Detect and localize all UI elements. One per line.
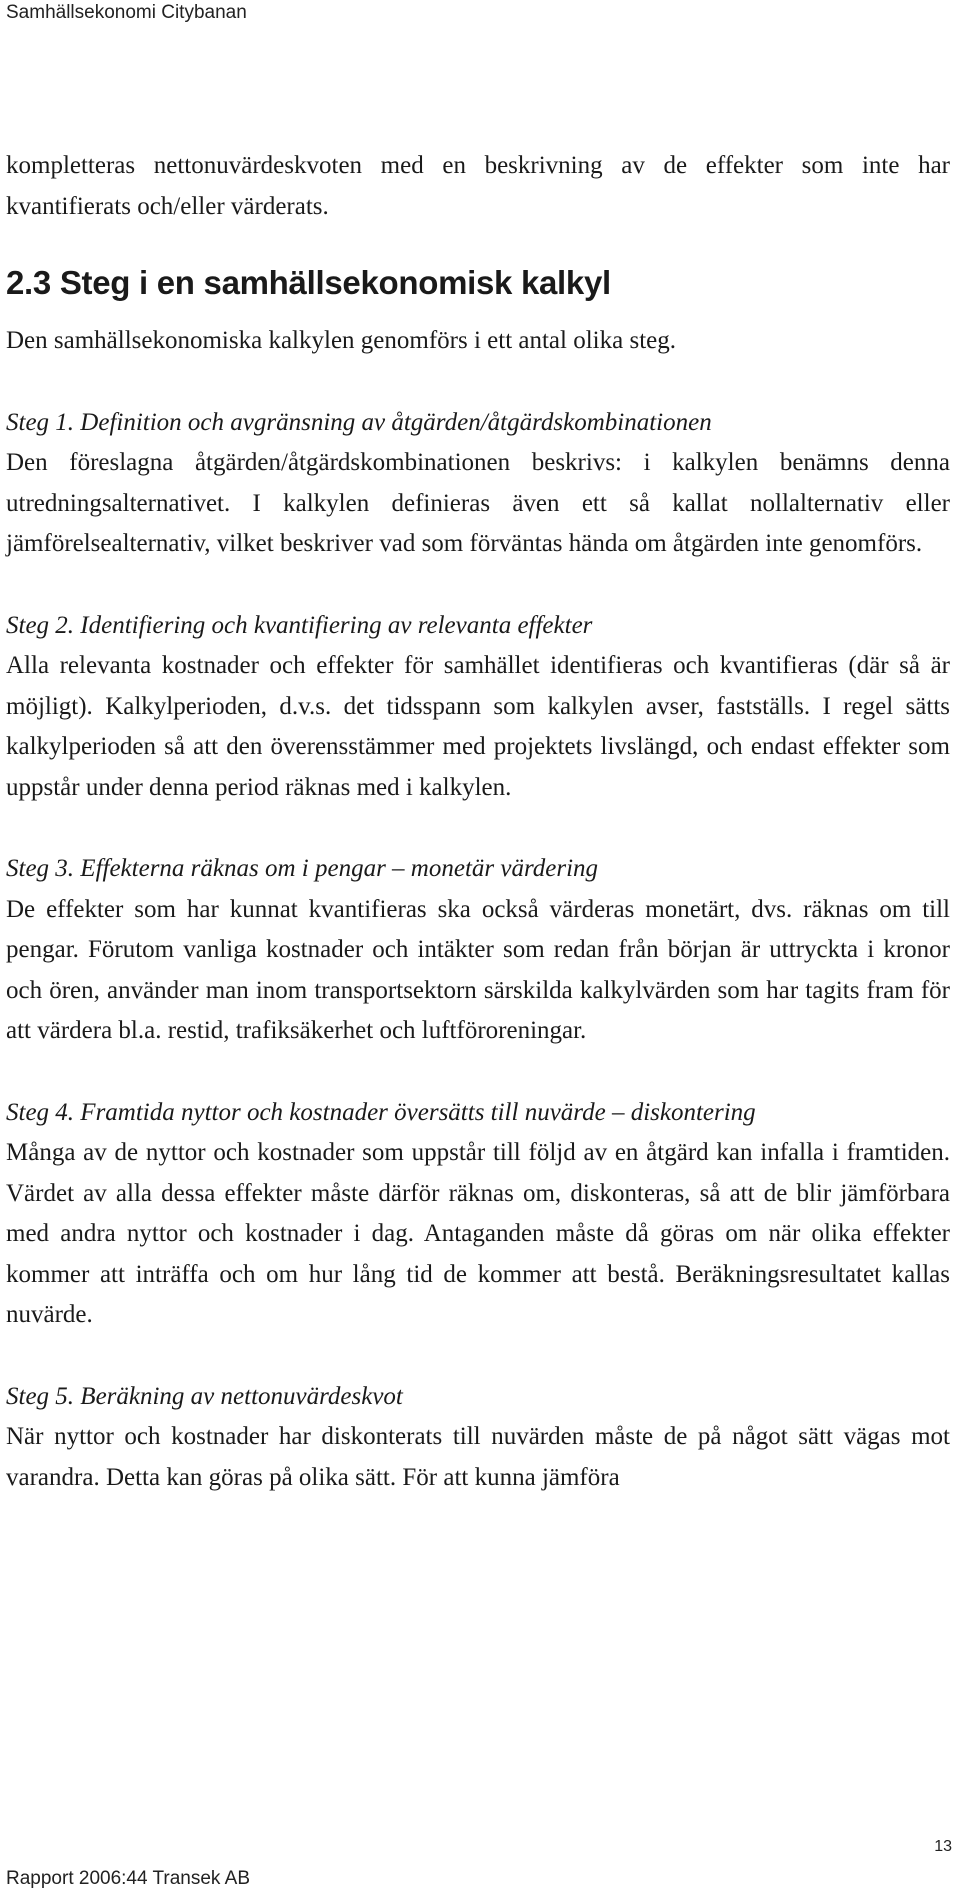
- spacer: [6, 808, 950, 849]
- spacer: [6, 303, 950, 321]
- spacer: [6, 227, 950, 263]
- intro-paragraph: kompletteras nettonuvärdeskvoten med en beskrivning av de effekter som inte har kvantifierats och/eller värderats.: [6, 152, 950, 220]
- step-4-text: Många av de nyttor och kostnader som uppstår till följd av en åtgärd kan infalla i framtiden. Värdet av alla dessa effekter måste därför räknas om, diskonteras, så att de blir jämförbara med andra nyttor och kostnader i dag. Antaganden måste då göras om när olika effekter kommer att inträffa och om hur lång tid de kommer att bestå. Beräkningsresultatet kallas nuvärde.: [6, 1139, 950, 1328]
- step-1-text: Den föreslagna åtgärden/åtgärdskombinationen beskrivs: i kalkylen benämns denna utredningsalternativet. I kalkylen definieras även ett så kallat nollalternativ eller jämförelsealternativ, vilket beskriver vad som förväntas hända om åtgärden inte genomförs.: [6, 449, 950, 557]
- step-5-heading: Steg 5. Beräkning av nettonuvärdeskvot: [6, 1382, 403, 1410]
- page-number: 13: [934, 1838, 952, 1855]
- step-5-text: När nyttor och kostnader har diskonterats till nuvärden måste de på något sätt vägas mot varandra. Detta kan göras på olika sätt. För att kunna jämföra: [6, 1423, 950, 1491]
- step-4-heading: Steg 4. Framtida nyttor och kostnader översätts till nuvärde – diskontering: [6, 1098, 756, 1126]
- step-3-text: De effekter som har kunnat kvantifieras ska också värderas monetärt, dvs. räknas om till pengar. Förutom vanliga kostnader och intäkter som redan från början är uttryckta i kronor och ören, använder man inom transportsektorn särskilda kalkylvärden som har tagits fram för att värdera bl.a. restid, trafiksäkerhet och luftföroreningar.: [6, 895, 950, 1044]
- spacer: [6, 362, 950, 403]
- step-1-heading: Steg 1. Definition och avgränsning av åtgärden/åtgärdskombinationen: [6, 408, 712, 436]
- spacer: [6, 565, 950, 606]
- step-2-heading: Steg 2. Identifiering och kvantifiering av relevanta effekter: [6, 611, 593, 639]
- section-heading: 2.3 Steg i en samhällsekonomisk kalkyl: [6, 264, 611, 301]
- spacer: [6, 1336, 950, 1377]
- section-intro: Den samhällsekonomiska kalkylen genomförs i ett antal olika steg.: [6, 327, 676, 354]
- step-2-text: Alla relevanta kostnader och effekter för samhället identifieras och kvantifieras (där så är möjligt). Kalkylperioden, d.v.s. det tidsspann som kalkylen avser, fastställs. I regel sätts kalkylperioden så att den överensstämmer med projektets livslängd, och endast effekter som uppstår under denna period räknas med i kalkylen.: [6, 652, 950, 801]
- step-3-heading: Steg 3. Effekterna räknas om i pengar – monetär värdering: [6, 855, 599, 882]
- report-footer: Rapport 2006:44 Transek AB: [6, 1868, 250, 1889]
- spacer: [6, 1052, 950, 1093]
- running-header: Samhällsekonomi Citybanan: [6, 2, 247, 23]
- document-body: [6, 146, 950, 1498]
